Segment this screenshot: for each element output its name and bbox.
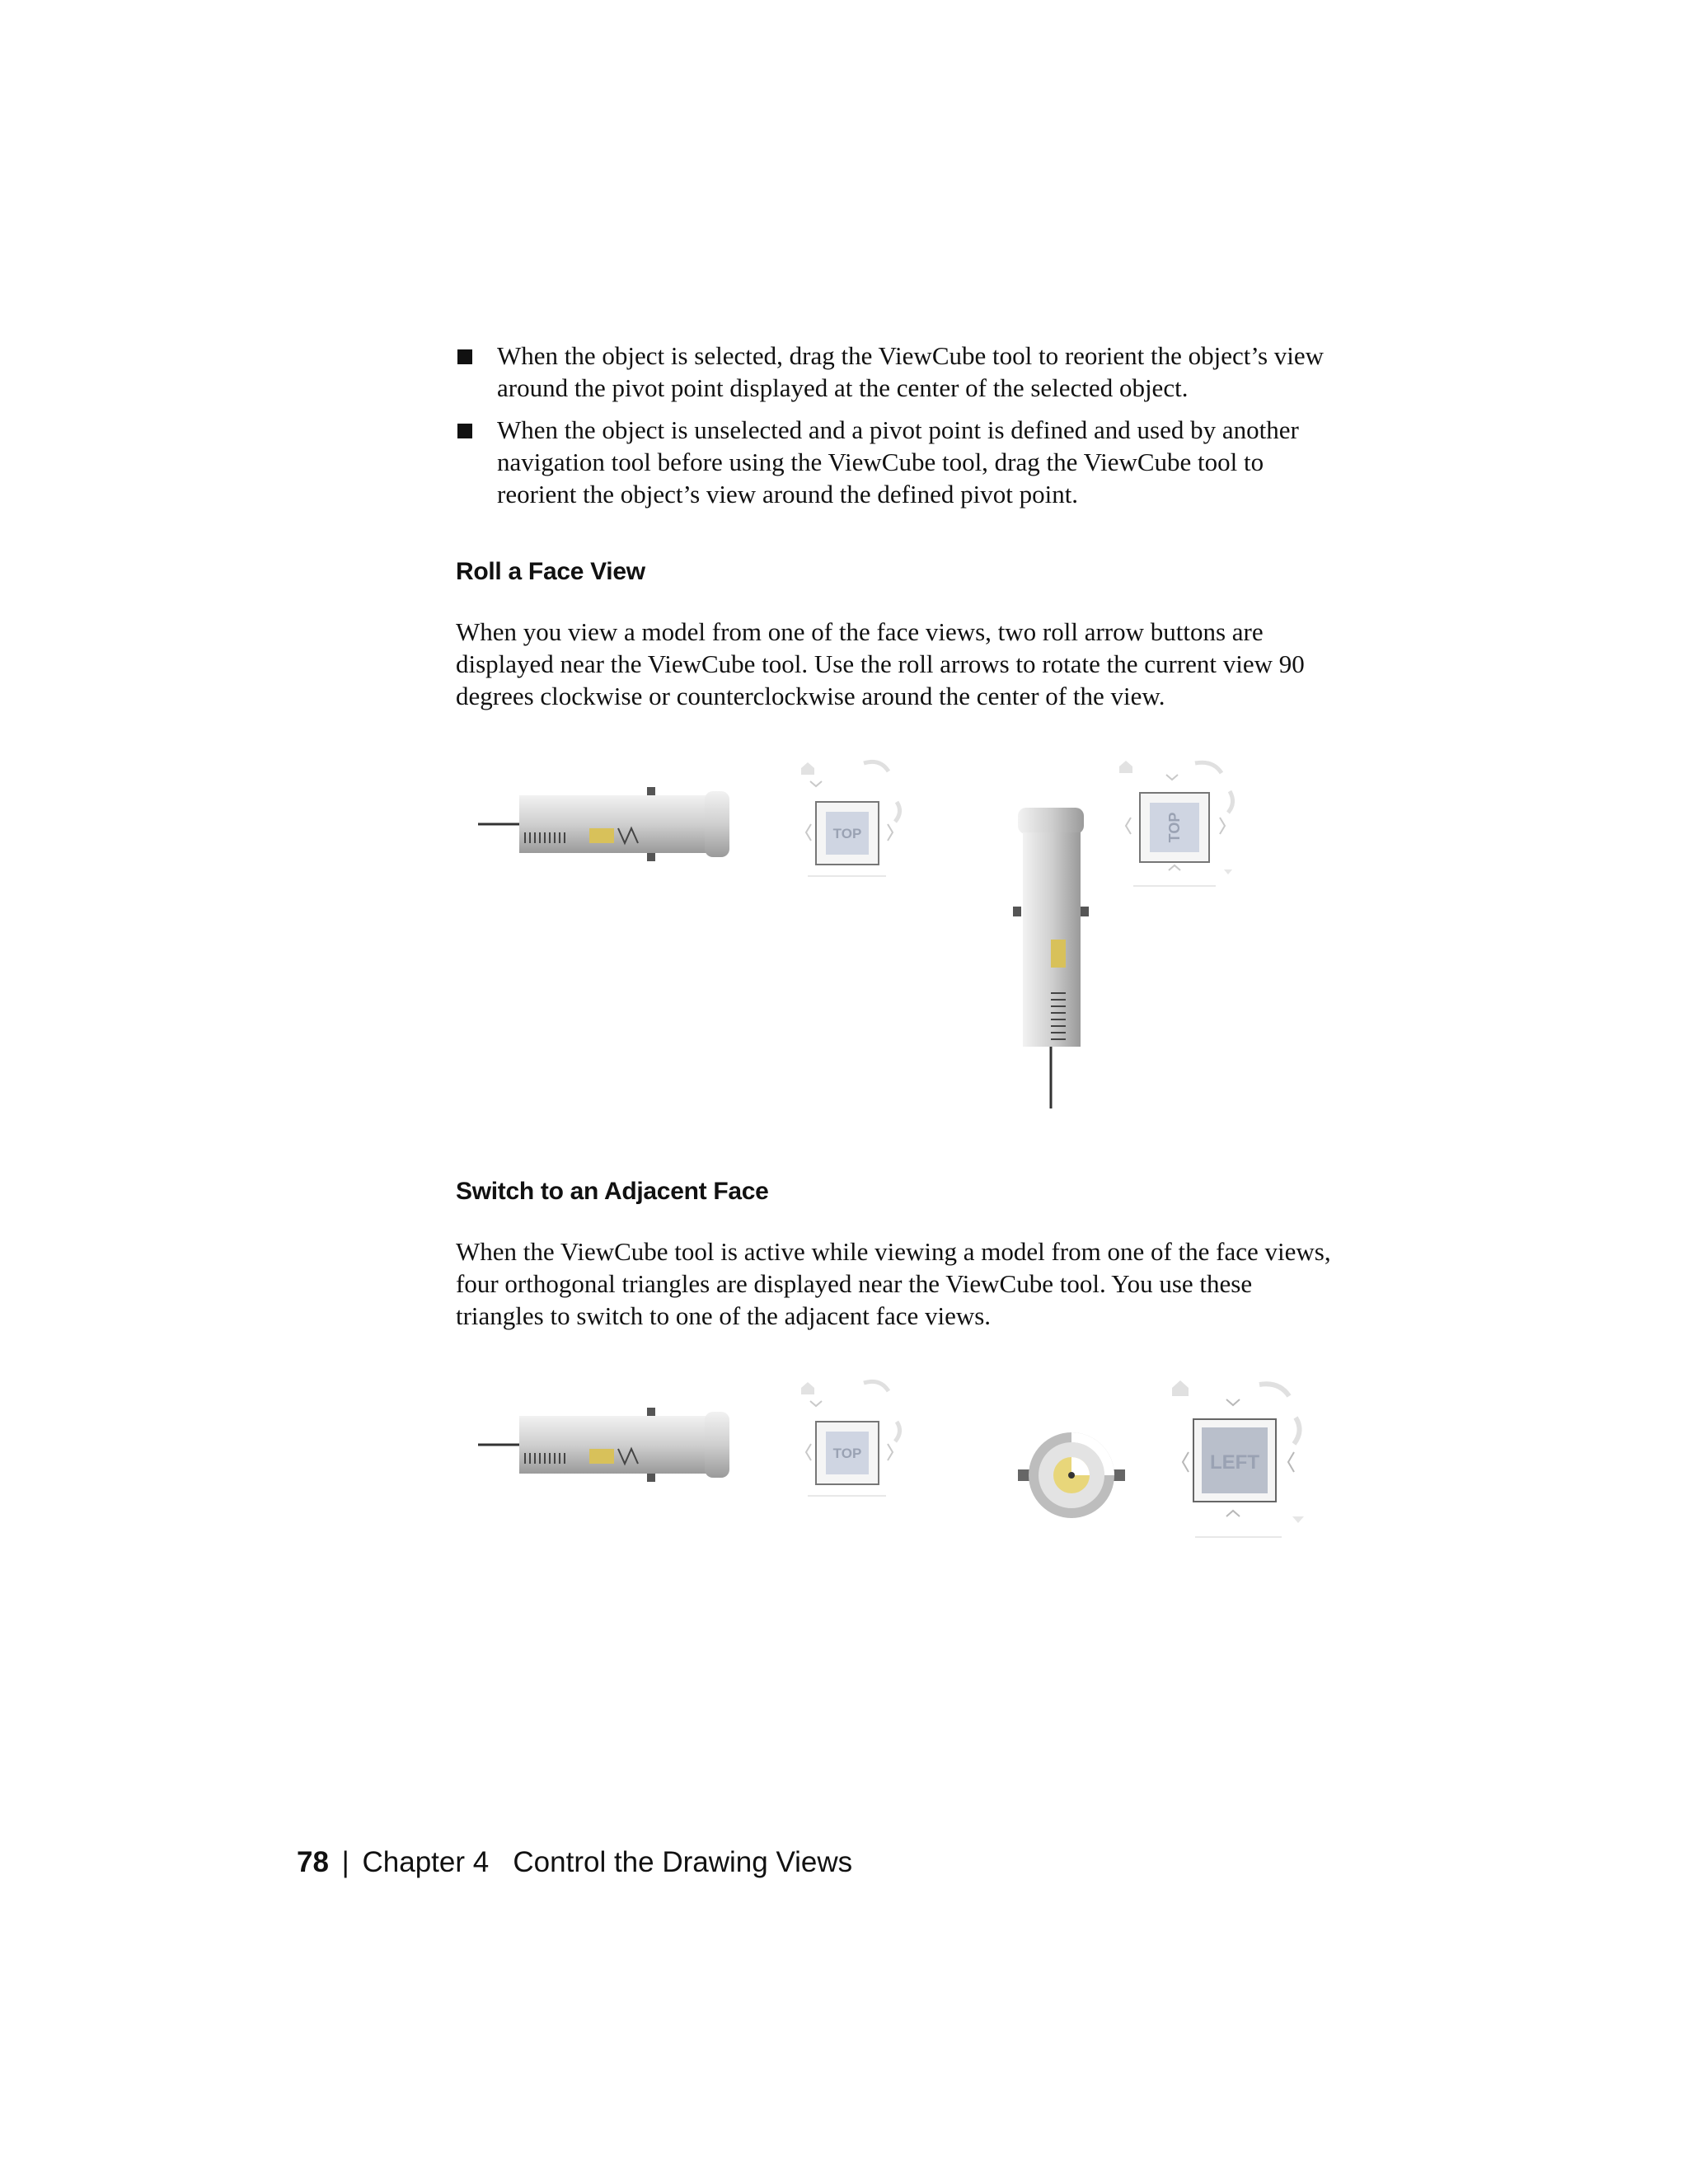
section-heading-roll-face-view: Roll a Face View [456, 558, 645, 585]
bullet-list [456, 340, 1346, 510]
home-icon [1119, 761, 1132, 773]
bullet-square-icon [457, 349, 472, 364]
chevron-down-icon [810, 781, 822, 786]
chevron-down-icon [1226, 1399, 1240, 1405]
figure-adjacent-after [1018, 1422, 1129, 1529]
section-heading-switch-adjacent-face: Switch to an Adjacent Face [456, 1178, 769, 1205]
section-body-roll-face-view: When you view a model from one of the face views, two roll arrow buttons are displayed near the ViewCube tool. Use the roll arrows to rotate the current view 90 degrees clockwise or counterclockwise around the center of the view. [456, 617, 1305, 710]
viewcube-top-1 [791, 757, 923, 880]
chevron-left-icon [1220, 818, 1225, 834]
home-icon [801, 762, 814, 775]
page-number: 78 [297, 1846, 329, 1878]
roll-arrow-icon [895, 802, 900, 822]
svg-text:TOP: TOP [1166, 812, 1183, 843]
roll-arrow-icon [895, 1422, 900, 1441]
pin-model-horizontal [478, 787, 729, 861]
chevron-down-icon [1166, 775, 1178, 780]
roll-arrow-icon [864, 762, 889, 771]
bullet-item: When the object is unselected and a pivot point is defined and used by another navigation tool before using the ViewCube tool, drag the ViewCube tool to reorient the object’s view around the defined pivot point. [456, 414, 1346, 510]
roll-arrow-icon [864, 1381, 889, 1391]
home-icon [801, 1382, 814, 1394]
roll-arrow-icon [1195, 762, 1221, 773]
svg-text:TOP: TOP [832, 826, 862, 841]
svg-text:TOP: TOP [832, 1446, 862, 1461]
chapter-title: Control the Drawing Views [513, 1846, 853, 1878]
chevron-down-icon [810, 1401, 822, 1406]
viewcube-left [1162, 1376, 1319, 1541]
chevron-left-icon [888, 824, 893, 841]
page-footer [297, 1846, 852, 1879]
roll-arrow-icon [1259, 1384, 1289, 1396]
section-body-switch-adjacent-face: When the ViewCube tool is active while viewing a model from one of the face views, four orthogonal triangles are displayed near the ViewCube tool. You use these triangles to switch to one of the adjacent face views. [456, 1237, 1331, 1330]
pin-model-end-view [1018, 1432, 1125, 1518]
chevron-up-icon [1226, 1511, 1240, 1516]
home-icon [1172, 1380, 1189, 1396]
chapter-label: Chapter 4 [362, 1846, 490, 1878]
viewcube-top-rotated [1113, 758, 1245, 890]
figure-roll-after [1001, 804, 1100, 1117]
pin-model-horizontal [478, 1408, 729, 1482]
bullet-square-icon [457, 424, 472, 438]
chevron-right-icon [1183, 1452, 1189, 1472]
svg-text:LEFT: LEFT [1210, 1451, 1259, 1474]
viewcube-top-2 [791, 1376, 923, 1500]
footer-separator: | [341, 1846, 349, 1878]
chevron-right-icon [1126, 818, 1131, 834]
roll-arrow-icon [1228, 791, 1233, 813]
chevron-left-icon [1288, 1452, 1294, 1472]
bullet-item: When the object is selected, drag the ViewCube tool to reorient the object’s view around the pivot point displayed at the center of the selected object. [456, 340, 1346, 404]
roll-arrow-icon [1294, 1418, 1300, 1444]
pin-model-vertical [1013, 808, 1089, 1108]
chevron-right-icon [806, 1444, 811, 1460]
chevron-up-icon [1169, 865, 1180, 870]
chevron-right-icon [806, 824, 811, 841]
chevron-left-icon [888, 1444, 893, 1460]
